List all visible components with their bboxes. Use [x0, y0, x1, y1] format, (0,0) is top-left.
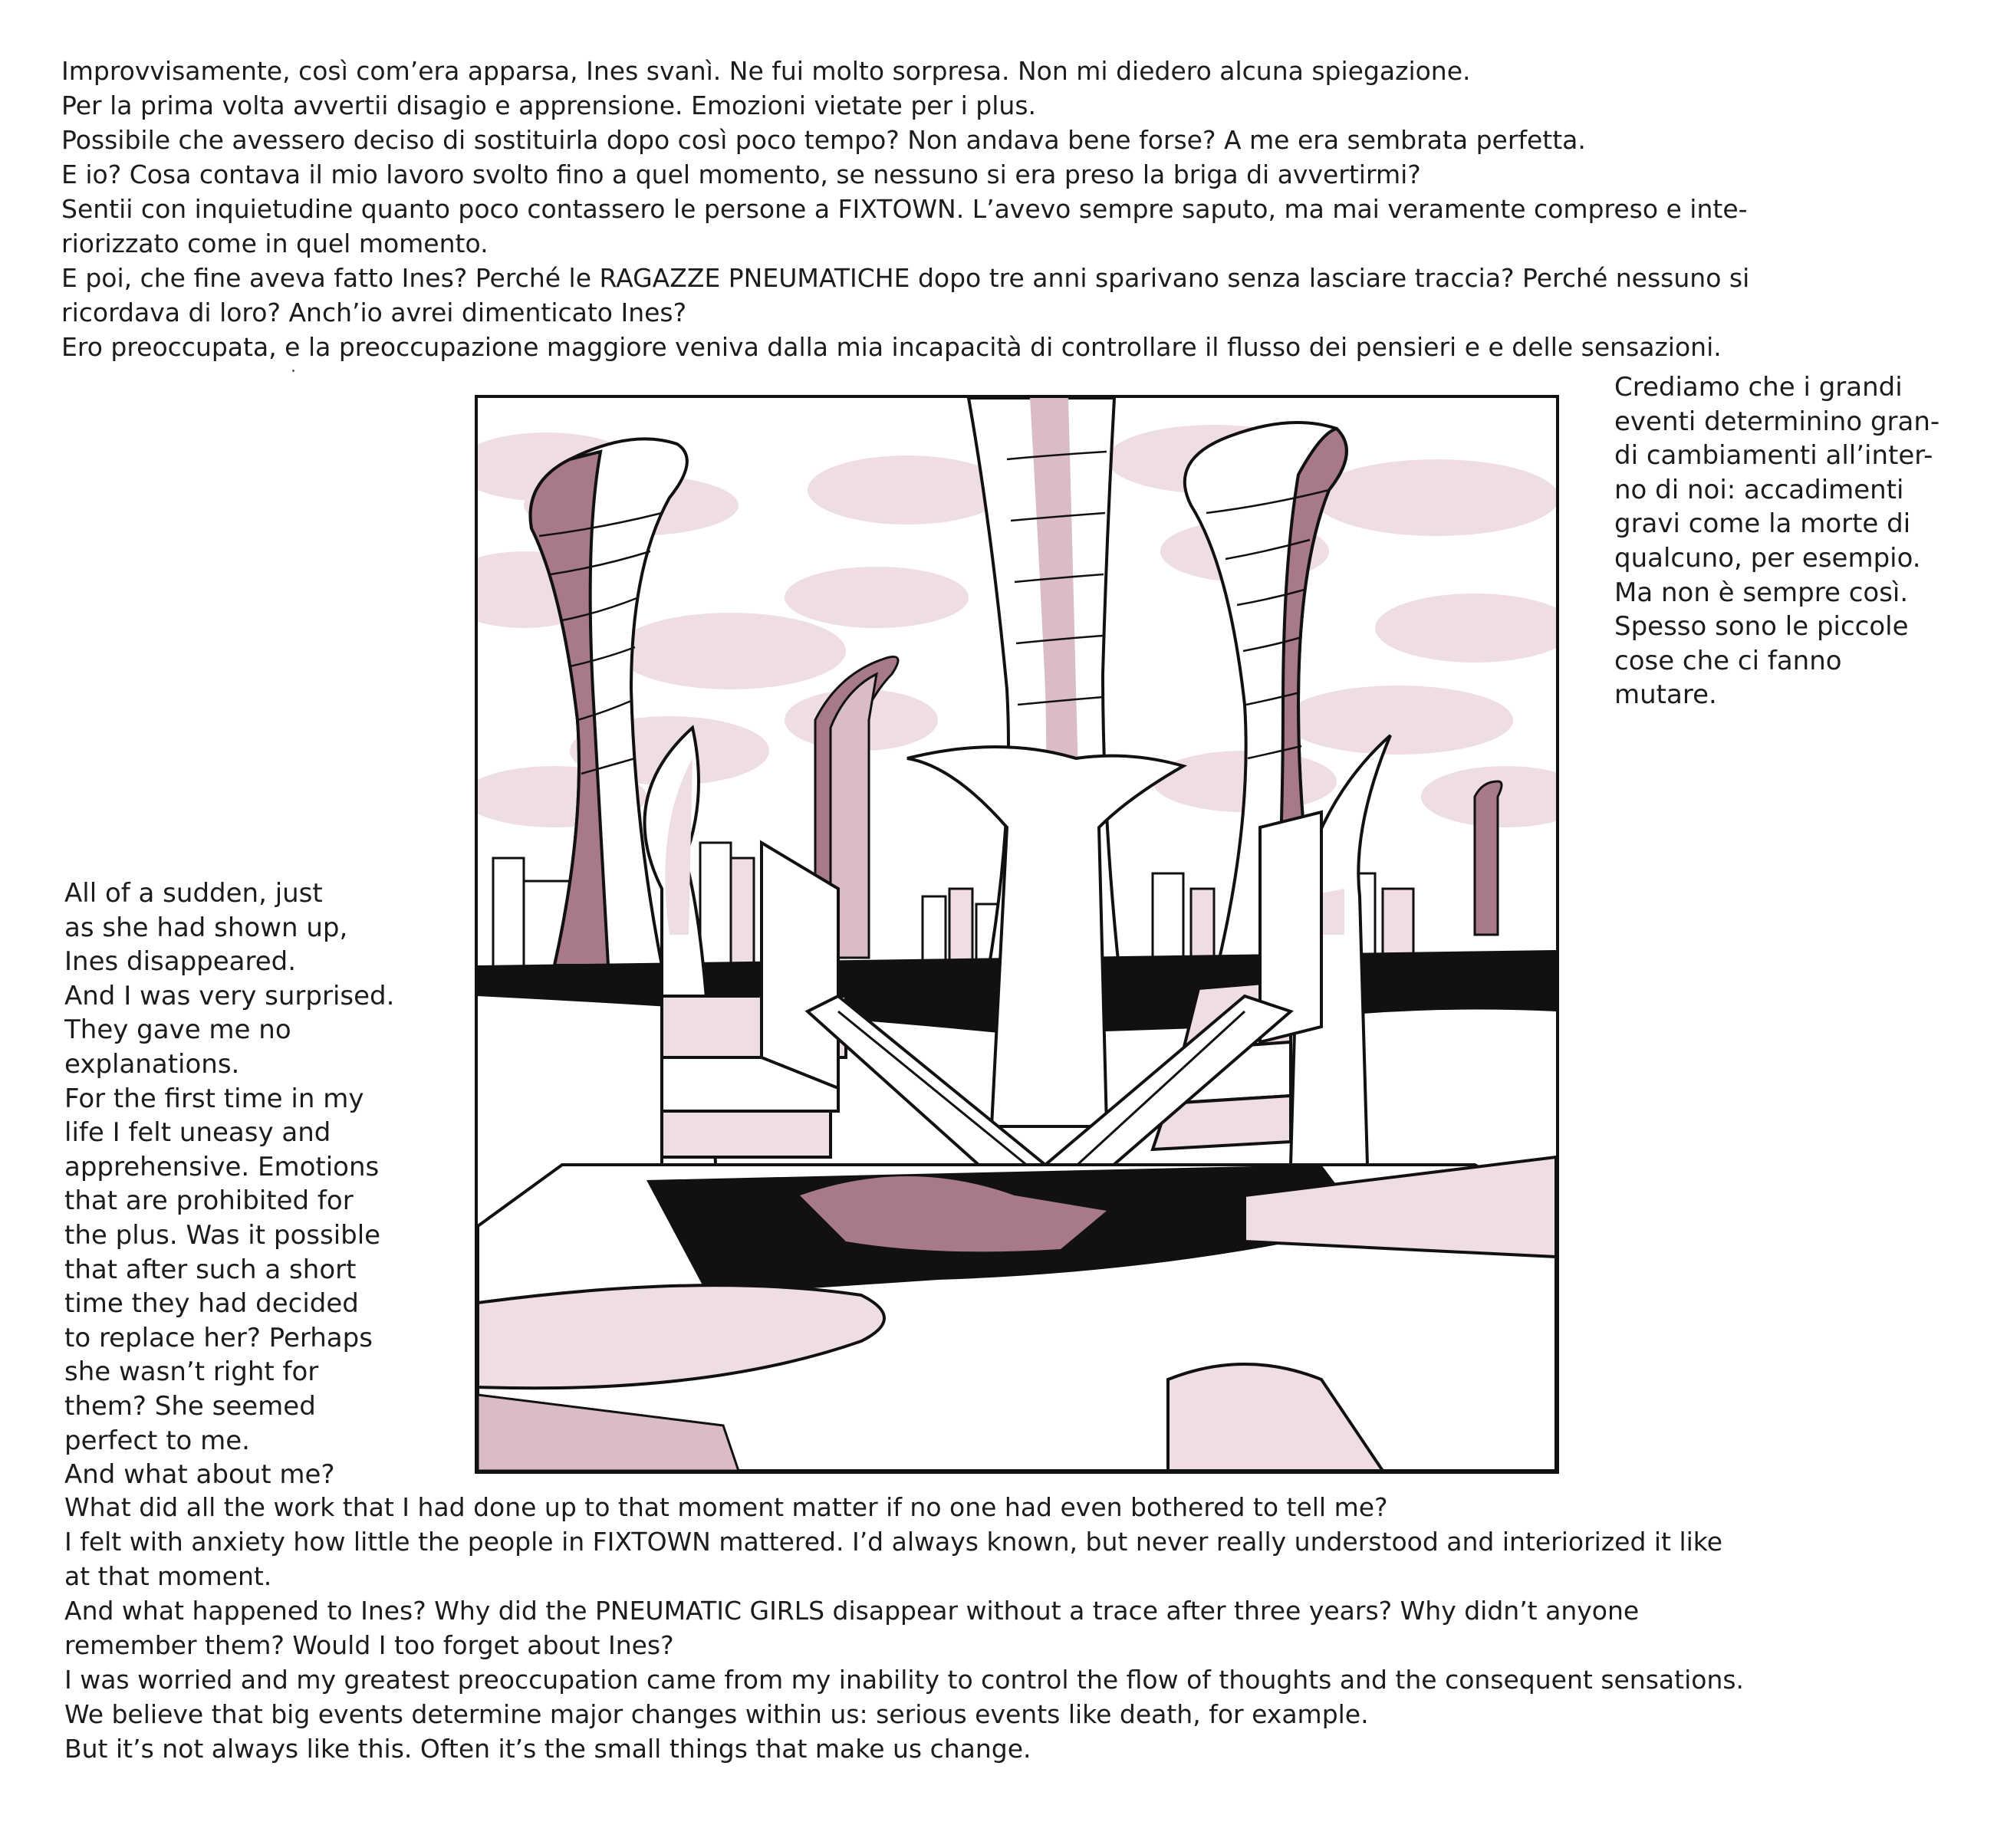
text-line: E poi, che fine aveva fatto Ines? Perché le RAGAZZE PNEUMATICHE dopo tre anni sparivano senza lasciare traccia? Perché nessuno si [61, 263, 1750, 293]
text-line: They gave me no [64, 1014, 291, 1046]
text-line: What did all the work that I had done up to that moment matter if no one had even bothered to tell me? [64, 1492, 1388, 1522]
text-line: as she had shown up, [64, 912, 348, 943]
text-line: For the first time in my [64, 1083, 364, 1114]
text-line: I felt with anxiety how little the people in FIXTOWN mattered. I’d always known, but never really understood and interiorized it like [64, 1527, 1723, 1557]
text-line: I was worried and my greatest preoccupation came from my inability to control the flow of thoughts and the consequent sensations. [64, 1665, 1745, 1695]
italian-top-text [61, 54, 1948, 364]
ink-speck [292, 370, 294, 372]
text-line: mutare. [1614, 679, 1717, 711]
text-line: eventi determinino gran- [1614, 406, 1940, 437]
text-line: the plus. Was it possible [64, 1219, 381, 1251]
text-line: life I felt uneasy and [64, 1117, 331, 1149]
text-line: to replace her? Perhaps [64, 1322, 373, 1353]
text-line: apprehensive. Emotions [64, 1151, 380, 1182]
text-line: Ma non è sempre così. [1614, 577, 1909, 608]
futuristic-city-drawing [478, 398, 1556, 1471]
text-line: Crediamo che i grandi [1614, 372, 1903, 403]
text-line: riorizzato come in quel momento. [61, 229, 489, 258]
text-line: that after such a short [64, 1254, 357, 1285]
city-illustration [475, 395, 1559, 1474]
text-line: Ines disappeared. [64, 946, 297, 978]
text-line: qualcuno, per esempio. [1614, 542, 1921, 574]
text-line: Improvvisamente, così com’era apparsa, Ines svanì. Ne fui molto sorpresa. Non mi diedero alcuna spiegazione. [61, 56, 1471, 86]
text-line: explanations. [64, 1048, 240, 1080]
text-line: Sentii con inquietudine quanto poco contassero le persone a FIXTOWN. L’avevo sempre saputo, ma mai veramente compreso e inte- [61, 194, 1748, 224]
text-line: ricordava di loro? Anch’io avrei dimenticato Ines? [61, 298, 687, 327]
text-line: at that moment. [64, 1561, 272, 1591]
text-line: no di noi: accadimenti [1614, 474, 1904, 505]
text-line: di cambiamenti all’inter- [1614, 440, 1933, 472]
text-line: And what about me? [64, 1459, 335, 1491]
text-line: remember them? Would I too forget about Ines? [64, 1630, 674, 1660]
text-line: perfect to me. [64, 1425, 250, 1456]
english-bottom-text [64, 1490, 1959, 1766]
italian-side-text [1614, 370, 1975, 712]
text-line: All of a sudden, just [64, 878, 323, 909]
text-line: And I was very surprised. [64, 980, 395, 1011]
text-line: she wasn’t right for [64, 1356, 319, 1388]
text-line: gravi come la morte di [1614, 508, 1911, 540]
text-line: Spesso sono le piccole [1614, 611, 1909, 643]
text-line: that are prohibited for [64, 1185, 354, 1217]
text-line: cose che ci fanno [1614, 645, 1842, 676]
text-line: Possibile che avessero deciso di sostituirla dopo così poco tempo? Non andava bene forse? A me era sembrata perfetta. [61, 125, 1586, 155]
text-line: We believe that big events determine major changes within us: serious events like death, for example. [64, 1699, 1369, 1729]
text-line: E io? Cosa contava il mio lavoro svolto fino a quel momento, se nessuno si era preso la briga di avvertirmi? [61, 159, 1421, 189]
english-side-text [64, 876, 425, 1492]
text-line: time they had decided [64, 1288, 359, 1320]
text-line: But it’s not always like this. Often it’s the small things that make us change. [64, 1734, 1031, 1764]
text-line: them? She seemed [64, 1390, 316, 1422]
text-line: Ero preoccupata, e la preoccupazione maggiore veniva dalla mia incapacità di controllare il flusso dei pensieri e e delle sensazioni. [61, 332, 1722, 362]
text-line: Per la prima volta avvertii disagio e apprensione. Emozioni vietate per i plus. [61, 90, 1037, 120]
text-line: And what happened to Ines? Why did the PNEUMATIC GIRLS disappear without a trace after three years? Why didn’t anyone [64, 1596, 1640, 1626]
